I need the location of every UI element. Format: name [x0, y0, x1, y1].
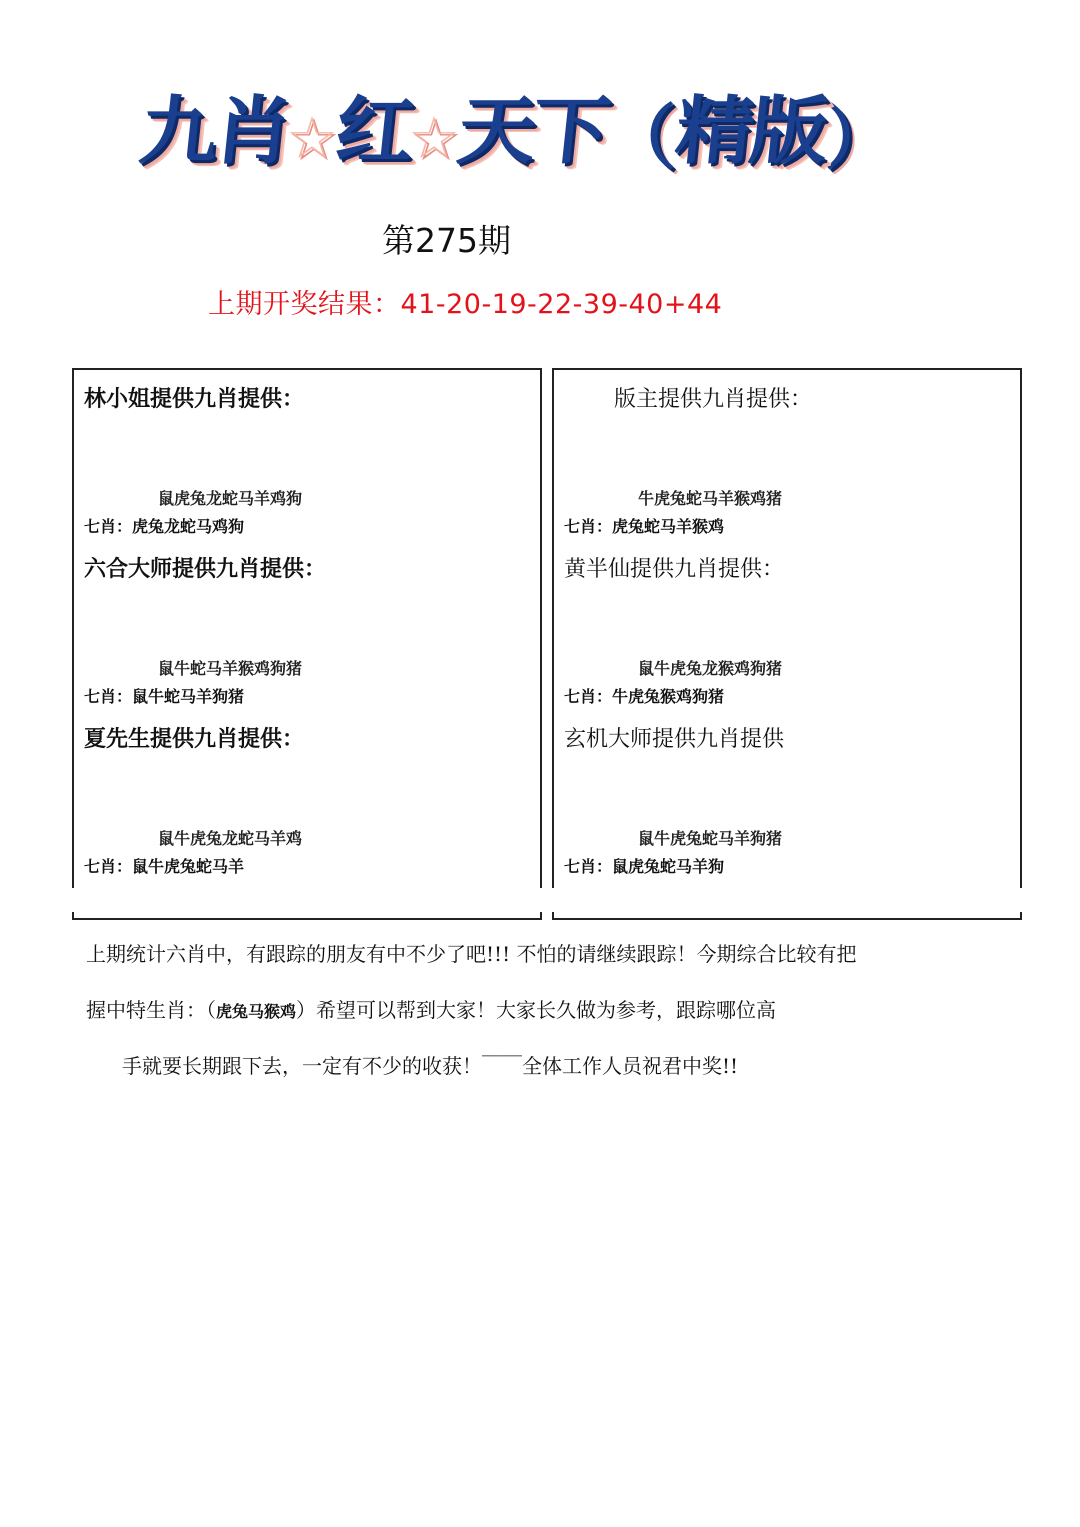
seven-zodiac-list: 七肖：虎兔龙蛇马鸡狗: [84, 517, 245, 536]
seven-zodiac-list: 七肖：鼠虎兔蛇马羊狗: [564, 857, 725, 876]
nine-zodiac-list: 鼠牛虎兔龙蛇马羊鸡: [158, 829, 303, 848]
entry-title: 玄机大师提供九肖提供: [564, 727, 785, 752]
prediction-entry: [554, 710, 1020, 880]
star-icon: ☆: [408, 104, 461, 172]
left-prediction-panel: [72, 368, 542, 888]
seven-zodiac-list: 七肖：虎兔蛇马羊猴鸡: [564, 517, 725, 536]
banner-paren-open: （: [606, 96, 677, 179]
nine-zodiac-list: 鼠牛虎兔蛇马羊狗猪: [638, 829, 783, 848]
last-draw-result: [208, 282, 722, 321]
prediction-entry: [74, 540, 540, 710]
seven-zodiac-list: 七肖：鼠牛虎兔蛇马羊: [84, 857, 245, 876]
nine-zodiac-list: 鼠牛蛇马羊猴鸡狗猪: [158, 659, 303, 678]
banner-char: 下: [527, 89, 611, 175]
entry-title: 六合大师提供九肖提供：: [84, 556, 327, 582]
entry-title: 夏先生提供九肖提供：: [84, 726, 305, 752]
note-line-1: 上期统计六肖中，有跟踪的朋友有中不少了吧!!! 不怕的请继续跟踪！今期综合比较有把: [86, 942, 857, 966]
banner-title: [135, 82, 900, 182]
last-draw-label: 上期开奖结果：: [208, 289, 401, 320]
right-prediction-panel: [552, 368, 1022, 888]
nine-zodiac-list: 牛虎兔蛇马羊猴鸡猪: [638, 489, 783, 508]
special-zodiac-pick: 虎兔马猴鸡: [216, 1002, 297, 1021]
entry-title: 林小姐提供九肖提供：: [84, 386, 305, 412]
banner-paren-close: ）: [824, 96, 895, 179]
nine-zodiac-list: 鼠牛虎兔龙猴鸡狗猪: [638, 659, 783, 678]
entry-title: 黄半仙提供九肖提供：: [564, 557, 785, 582]
banner-char: 肖: [209, 89, 293, 175]
star-icon: ☆: [286, 104, 339, 172]
seven-zodiac-list: 七肖：牛虎兔猴鸡狗猪: [564, 687, 725, 706]
note-line-2-suffix: ）希望可以帮到大家！大家长久做为参考，跟踪哪位高: [296, 998, 777, 1022]
banner-char: 红: [331, 89, 415, 175]
prediction-entry: [74, 710, 540, 880]
note-line-3: 手就要长期跟下去，一定有不少的收获！￣￣全体工作人员祝君中奖!!: [122, 1054, 739, 1078]
banner-char: 天: [453, 89, 537, 175]
seven-zodiac-list: 七肖：鼠牛蛇马羊狗猪: [84, 687, 245, 706]
nine-zodiac-list: 鼠虎兔龙蛇马羊鸡狗: [158, 489, 303, 508]
note-line-2-prefix: 握中特生肖：（: [86, 998, 216, 1022]
banner-char: 九: [135, 89, 219, 175]
left-panel-bottom-rule: [72, 912, 542, 920]
right-panel-bottom-rule: [552, 912, 1022, 920]
banner-char: 精: [671, 89, 755, 175]
prediction-entry: [74, 370, 540, 540]
last-draw-numbers: 41-20-19-22-39-40+44: [400, 289, 723, 320]
issue-number: 第275期: [382, 221, 511, 260]
prediction-entry: [554, 540, 1020, 710]
entry-title: 版主提供九肖提供：: [614, 387, 813, 412]
banner-char: 版: [745, 89, 829, 175]
note-line-2: [86, 994, 776, 1023]
prediction-entry: [554, 370, 1020, 540]
